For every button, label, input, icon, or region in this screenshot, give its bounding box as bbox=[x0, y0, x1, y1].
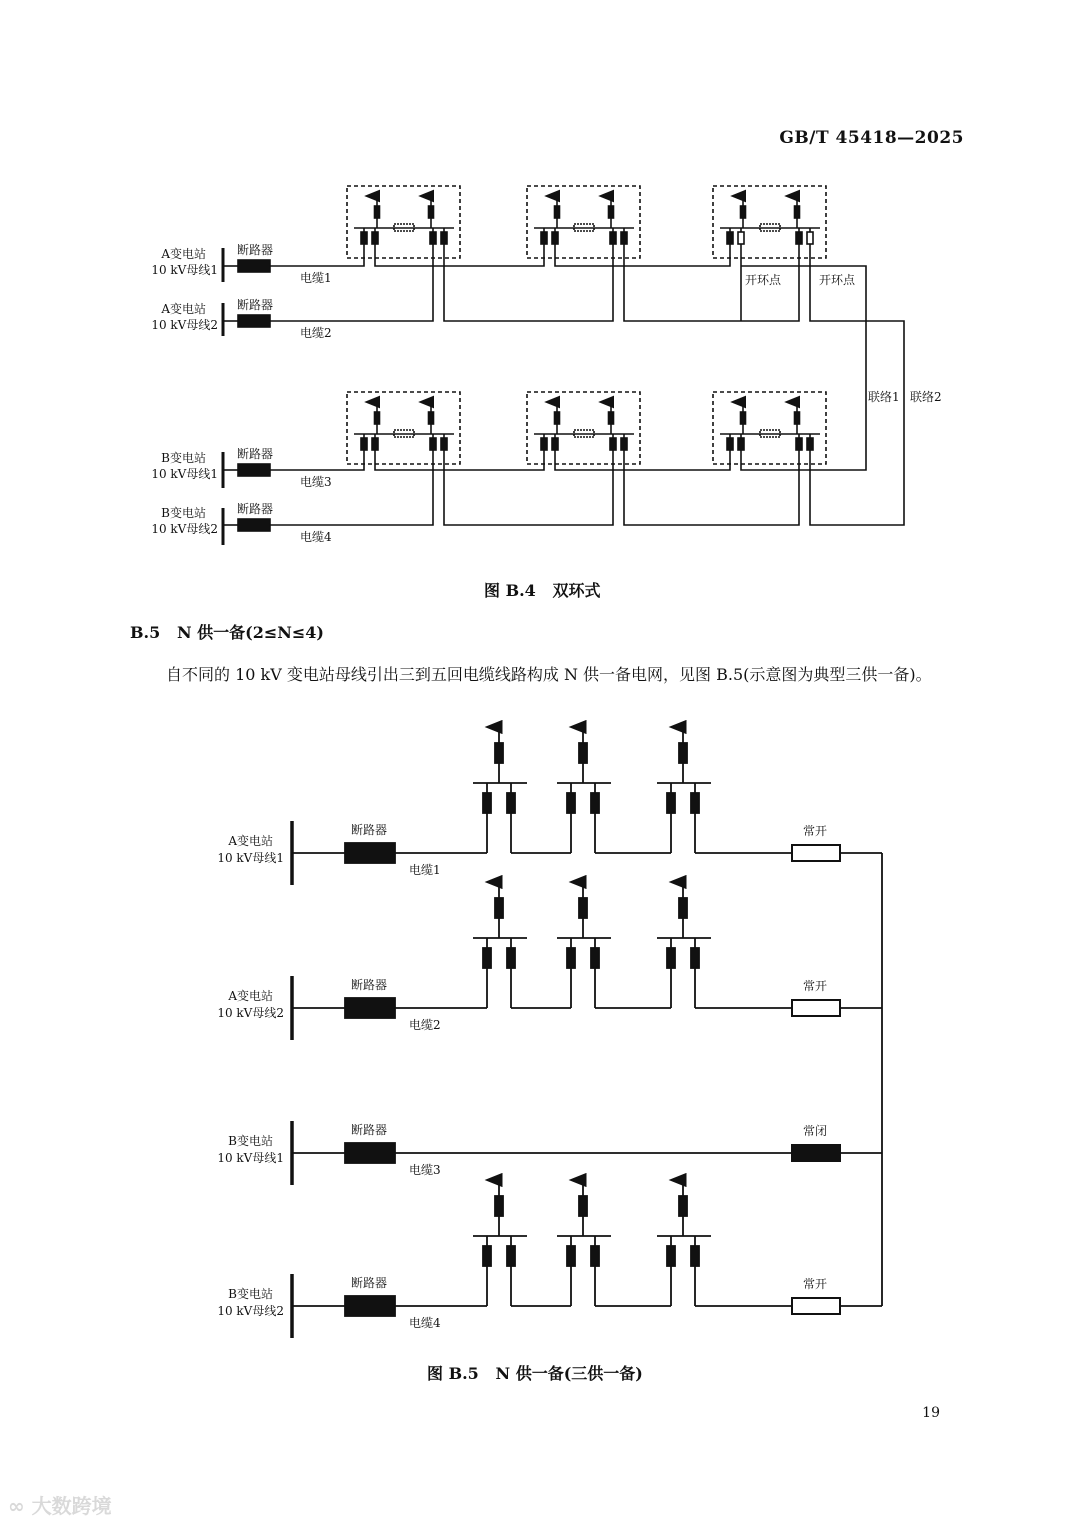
load-fuse bbox=[579, 1196, 587, 1216]
end-switch bbox=[792, 1000, 840, 1016]
switch bbox=[610, 232, 616, 244]
wire bbox=[624, 450, 799, 525]
bus-label: 10 kV母线1 bbox=[217, 851, 284, 865]
tie-label: 联络1 bbox=[868, 390, 900, 404]
switch bbox=[667, 1246, 675, 1266]
switch bbox=[430, 438, 436, 450]
switch bbox=[483, 793, 491, 813]
load-fuse bbox=[375, 206, 380, 218]
switch bbox=[483, 1246, 491, 1266]
station-label: B变电站 bbox=[161, 451, 206, 465]
switch bbox=[541, 438, 547, 450]
switch bbox=[441, 438, 447, 450]
end-switch-label: 常开 bbox=[803, 824, 828, 838]
end-switch-label: 常开 bbox=[803, 1277, 828, 1291]
switch bbox=[372, 438, 378, 450]
switch bbox=[691, 1246, 699, 1266]
switch bbox=[691, 793, 699, 813]
station-label: B变电站 bbox=[228, 1287, 273, 1301]
load-fuse bbox=[679, 743, 687, 763]
cable-label: 电缆4 bbox=[300, 530, 332, 544]
end-switch bbox=[792, 845, 840, 861]
switch bbox=[591, 793, 599, 813]
switch bbox=[727, 232, 733, 244]
end-switch-label: 常闭 bbox=[803, 1124, 828, 1138]
switch bbox=[610, 438, 616, 450]
figure-b4-caption: 图 B.4 双环式 bbox=[484, 581, 601, 600]
switch bbox=[738, 232, 744, 244]
station-label: A变电站 bbox=[228, 834, 273, 848]
load-fuse bbox=[555, 206, 560, 218]
bus-label: 10 kV母线1 bbox=[151, 263, 218, 277]
switch bbox=[591, 948, 599, 968]
page-number: 19 bbox=[922, 1405, 940, 1421]
breaker-label: 断路器 bbox=[237, 502, 274, 516]
switch bbox=[621, 438, 627, 450]
switch bbox=[361, 232, 367, 244]
section-b5-heading: B.5 N 供一备(2≤N≤4) bbox=[130, 623, 324, 642]
load-fuse bbox=[741, 206, 746, 218]
breaker-symbol bbox=[238, 519, 270, 531]
bus-label: 10 kV母线1 bbox=[151, 467, 218, 481]
station-label: A变电站 bbox=[161, 247, 206, 261]
wire bbox=[555, 244, 730, 266]
wire bbox=[444, 244, 613, 321]
breaker-label: 断路器 bbox=[351, 1123, 388, 1137]
load-fuse bbox=[579, 743, 587, 763]
load-fuse bbox=[495, 743, 503, 763]
load-fuse bbox=[795, 412, 800, 424]
switch bbox=[807, 232, 813, 244]
switch bbox=[507, 948, 515, 968]
switch bbox=[361, 438, 367, 450]
wire bbox=[270, 450, 364, 470]
cable-label: 电缆4 bbox=[409, 1316, 441, 1330]
switch bbox=[441, 232, 447, 244]
wire bbox=[270, 450, 433, 525]
breaker-symbol bbox=[345, 843, 395, 863]
section-b5-paragraph: 自不同的 10 kV 变电站母线引出三到五回电缆线路构成 N 供一备电网，见图 B.5(示意图为典型三供一备)。 bbox=[166, 665, 932, 684]
switch bbox=[796, 438, 802, 450]
load-fuse bbox=[679, 898, 687, 918]
bus-label: 10 kV母线1 bbox=[217, 1151, 284, 1165]
breaker-symbol bbox=[345, 998, 395, 1018]
tie-label: 联络2 bbox=[910, 390, 942, 404]
load-fuse bbox=[679, 1196, 687, 1216]
standard-number: GB/T 45418—2025 bbox=[779, 128, 964, 148]
switch bbox=[507, 1246, 515, 1266]
wire bbox=[270, 244, 433, 321]
figure-b5-caption: 图 B.5 N 供一备(三供一备) bbox=[427, 1364, 643, 1383]
breaker-symbol bbox=[345, 1143, 395, 1163]
load-fuse bbox=[609, 206, 614, 218]
end-switch-label: 常开 bbox=[803, 979, 828, 993]
switch bbox=[567, 948, 575, 968]
switch bbox=[727, 438, 733, 450]
load-fuse bbox=[609, 412, 614, 424]
breaker-symbol bbox=[238, 315, 270, 327]
bus-label: 10 kV母线2 bbox=[151, 318, 218, 332]
bus-label: 10 kV母线2 bbox=[151, 522, 218, 536]
station-label: A变电站 bbox=[228, 989, 273, 1003]
switch bbox=[591, 1246, 599, 1266]
open-point-label: 开环点 bbox=[819, 273, 856, 287]
switch bbox=[552, 438, 558, 450]
breaker-symbol bbox=[345, 1296, 395, 1316]
end-switch bbox=[792, 1298, 840, 1314]
wire bbox=[555, 450, 730, 470]
cable-label: 电缆3 bbox=[409, 1163, 441, 1177]
switch bbox=[372, 232, 378, 244]
switch bbox=[483, 948, 491, 968]
cable-label: 电缆1 bbox=[409, 863, 441, 877]
switch bbox=[507, 793, 515, 813]
breaker-label: 断路器 bbox=[351, 823, 388, 837]
switch bbox=[738, 438, 744, 450]
breaker-label: 断路器 bbox=[237, 298, 274, 312]
end-switch bbox=[792, 1145, 840, 1161]
breaker-symbol bbox=[238, 260, 270, 272]
load-fuse bbox=[495, 898, 503, 918]
breaker-label: 断路器 bbox=[351, 978, 388, 992]
wire bbox=[375, 450, 544, 470]
switch bbox=[691, 948, 699, 968]
bus-label: 10 kV母线2 bbox=[217, 1006, 284, 1020]
load-fuse bbox=[429, 412, 434, 424]
load-fuse bbox=[579, 898, 587, 918]
load-fuse bbox=[795, 206, 800, 218]
switch bbox=[807, 438, 813, 450]
breaker-label: 断路器 bbox=[237, 243, 274, 257]
switch bbox=[541, 232, 547, 244]
switch bbox=[567, 793, 575, 813]
load-fuse bbox=[429, 206, 434, 218]
switch bbox=[796, 232, 802, 244]
switch bbox=[567, 1246, 575, 1266]
switch bbox=[667, 948, 675, 968]
wire bbox=[741, 266, 866, 470]
load-fuse bbox=[495, 1196, 503, 1216]
bus-label: 10 kV母线2 bbox=[217, 1304, 284, 1318]
wire bbox=[444, 450, 613, 525]
switch bbox=[430, 232, 436, 244]
cable-label: 电缆2 bbox=[300, 326, 332, 340]
load-fuse bbox=[555, 412, 560, 424]
station-label: B变电站 bbox=[228, 1134, 273, 1148]
breaker-label: 断路器 bbox=[237, 447, 274, 461]
switch bbox=[621, 232, 627, 244]
watermark-logo: ∞ 大数跨境 bbox=[8, 1494, 112, 1518]
breaker-symbol bbox=[238, 464, 270, 476]
station-label: B变电站 bbox=[161, 506, 206, 520]
cable-label: 电缆2 bbox=[409, 1018, 441, 1032]
load-fuse bbox=[741, 412, 746, 424]
cable-label: 电缆3 bbox=[300, 475, 332, 489]
load-fuse bbox=[375, 412, 380, 424]
wire bbox=[270, 244, 364, 266]
cable-label: 电缆1 bbox=[300, 271, 332, 285]
breaker-label: 断路器 bbox=[351, 1276, 388, 1290]
station-label: A变电站 bbox=[161, 302, 206, 316]
switch bbox=[667, 793, 675, 813]
switch bbox=[552, 232, 558, 244]
open-point-label: 开环点 bbox=[745, 273, 782, 287]
